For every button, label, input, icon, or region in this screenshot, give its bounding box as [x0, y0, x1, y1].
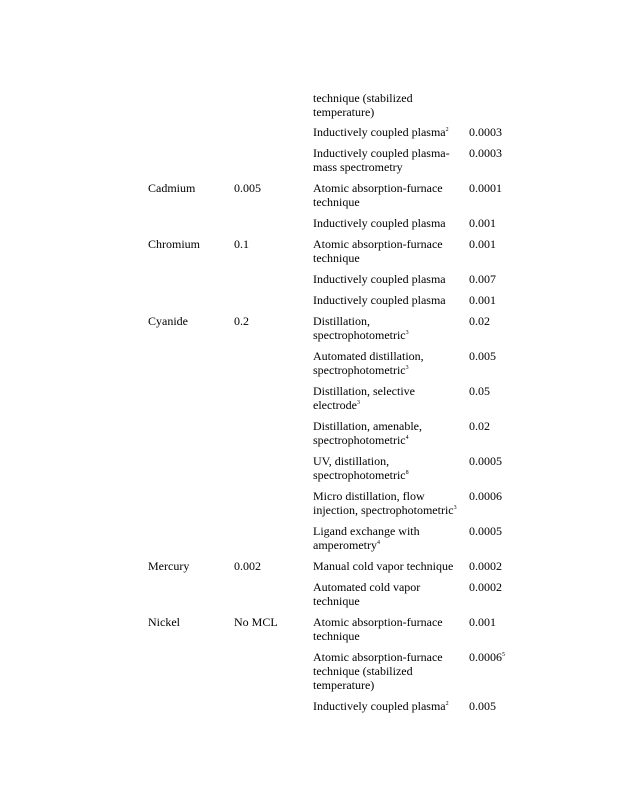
- mdl-value: 0.0003: [469, 146, 502, 160]
- method-text: Micro distillation, flow injection, spectrophotometric: [313, 489, 454, 517]
- mdl-cell: [469, 580, 519, 594]
- mcl-cell: [234, 146, 313, 160]
- method-text: Distillation, selective electrode: [313, 384, 415, 412]
- method-cell: [313, 650, 469, 692]
- method-cell: [313, 615, 469, 643]
- mdl-value: 0.0001: [469, 181, 502, 195]
- method-text: Inductively coupled plasma: [313, 293, 446, 307]
- method-text: Inductively coupled plasma: [313, 125, 446, 139]
- method-cell: [313, 454, 423, 482]
- mdl-cell: [469, 699, 519, 713]
- analyte-cell: [148, 454, 234, 468]
- analyte-cell: [148, 293, 234, 307]
- mdl-cell: [469, 125, 519, 139]
- mdl-cell: [469, 272, 519, 286]
- analyte-cell: [148, 91, 234, 105]
- mcl-cell: [234, 650, 313, 664]
- mcl-cell: [234, 125, 313, 139]
- analyte-cell: [148, 699, 234, 713]
- mdl-value: 0.0002: [469, 580, 502, 594]
- mdl-value: 0.001: [469, 237, 496, 251]
- method-text: Inductively coupled plasma: [313, 216, 446, 230]
- analyte-cell: [148, 419, 234, 433]
- mcl-cell: [234, 699, 313, 713]
- mcl-cell: 0.002: [234, 559, 261, 573]
- table-row: [148, 524, 528, 552]
- method-cell: [313, 314, 428, 342]
- mdl-value: 0.0002: [469, 559, 502, 573]
- table-row: [148, 125, 528, 139]
- mdl-cell: [469, 559, 519, 573]
- analytical-methods-table: [148, 91, 528, 720]
- footnote-ref: 5: [502, 652, 505, 658]
- mdl-cell: [469, 314, 519, 328]
- table-row: [148, 699, 528, 713]
- mcl-cell: 0.005: [234, 181, 261, 195]
- mdl-cell: [469, 615, 519, 629]
- table-row: [148, 314, 528, 342]
- mcl-cell: [234, 489, 313, 503]
- table-row: [148, 419, 528, 447]
- mdl-cell: [469, 489, 519, 503]
- mdl-cell: [469, 237, 519, 251]
- method-text: UV, distillation, spectrophotometric: [313, 454, 406, 482]
- table-row: [148, 293, 528, 307]
- mdl-value: 0.0003: [469, 125, 502, 139]
- mdl-value: 0.007: [469, 272, 496, 286]
- method-text: Inductively coupled plasma: [313, 272, 446, 286]
- mcl-cell: [234, 91, 313, 105]
- mdl-cell: [469, 454, 519, 468]
- footnote-ref: 8: [405, 470, 409, 476]
- mdl-cell: [469, 419, 519, 433]
- method-cell: [313, 580, 433, 608]
- analyte-cell: Nickel: [148, 615, 180, 629]
- mdl-value: 0.05: [469, 384, 490, 398]
- method-cell: [313, 489, 469, 517]
- table-row: [148, 146, 528, 174]
- table-row: [148, 181, 528, 209]
- mdl-cell: [469, 349, 519, 363]
- table-row: [148, 650, 528, 692]
- analyte-cell: Mercury: [148, 559, 190, 573]
- analyte-cell: [148, 125, 234, 139]
- mcl-cell: No MCL: [234, 615, 278, 629]
- footnote-ref: 3: [405, 330, 409, 336]
- mcl-cell: [234, 349, 313, 363]
- method-cell: [313, 272, 469, 286]
- method-cell: [313, 384, 428, 412]
- mdl-cell: [469, 650, 519, 664]
- mcl-cell: 0.1: [234, 237, 249, 251]
- table-row: [148, 454, 528, 482]
- analyte-cell: [148, 272, 234, 286]
- mcl-cell: [234, 384, 313, 398]
- method-text: Manual cold vapor technique: [313, 559, 454, 573]
- analyte-cell: [148, 489, 234, 503]
- mdl-cell: [469, 181, 519, 195]
- method-cell: [313, 125, 469, 139]
- footnote-ref: 4: [405, 435, 409, 441]
- method-cell: [313, 293, 469, 307]
- analyte-cell: Chromium: [148, 237, 201, 251]
- mdl-cell: [469, 146, 519, 160]
- table-row: [148, 237, 528, 265]
- mcl-cell: [234, 419, 313, 433]
- analyte-cell: [148, 146, 234, 160]
- table-row: [148, 91, 528, 119]
- mcl-cell: [234, 454, 313, 468]
- table-row: [148, 384, 528, 412]
- method-text: Automated cold vapor technique: [313, 580, 421, 608]
- method-text: technique (stabilized temperature): [313, 91, 413, 119]
- mdl-value: 0.001: [469, 615, 496, 629]
- method-text: Distillation, amenable, spectrophotometric: [313, 419, 422, 447]
- mdl-value: 0.005: [469, 349, 496, 363]
- method-text: Inductively coupled plasma: [313, 699, 446, 713]
- method-text: Distillation, spectrophotometric: [313, 314, 406, 342]
- method-text: Ligand exchange with amperometry: [313, 524, 420, 552]
- table-row: [148, 272, 528, 286]
- footnote-ref: 4: [376, 540, 380, 546]
- method-cell: [313, 524, 428, 552]
- mdl-value: 0.0006: [469, 650, 502, 664]
- method-text: Atomic absorption-furnace technique: [313, 181, 443, 209]
- footnote-ref: 2: [445, 701, 449, 707]
- mcl-cell: [234, 293, 313, 307]
- method-cell: [313, 181, 469, 209]
- mdl-value: 0.02: [469, 419, 490, 433]
- mdl-value: 0.001: [469, 216, 496, 230]
- method-cell: [313, 349, 443, 377]
- footnote-ref: 3: [356, 400, 360, 406]
- footnote-ref: 3: [405, 365, 409, 371]
- table-row: [148, 489, 528, 517]
- mcl-cell: [234, 272, 313, 286]
- method-text: Inductively coupled plasma-mass spectrometry: [313, 146, 450, 174]
- method-cell: [313, 146, 453, 174]
- method-cell: [313, 216, 469, 230]
- method-cell: [313, 419, 443, 447]
- analyte-cell: [148, 349, 234, 363]
- mdl-value: 0.005: [469, 699, 496, 713]
- table-row: [148, 615, 528, 643]
- method-cell: [313, 559, 469, 573]
- mdl-value: 0.0005: [469, 454, 502, 468]
- table-row: [148, 216, 528, 230]
- mdl-value: 0.001: [469, 293, 496, 307]
- mdl-cell: [469, 524, 519, 538]
- analyte-cell: [148, 216, 234, 230]
- mdl-value: 0.0006: [469, 489, 502, 503]
- mdl-value: 0.02: [469, 314, 490, 328]
- mcl-cell: [234, 524, 313, 538]
- table-row: [148, 559, 528, 573]
- method-text: Automated distillation, spectrophotometric: [313, 349, 424, 377]
- mdl-value: 0.0005: [469, 524, 502, 538]
- method-text: Atomic absorption-furnace technique: [313, 237, 443, 265]
- method-text: Atomic absorption-furnace technique (stabilized temperature): [313, 650, 443, 692]
- footnote-ref: 2: [445, 127, 449, 133]
- analyte-cell: Cadmium: [148, 181, 196, 195]
- mdl-cell: [443, 91, 493, 105]
- footnote-ref: 3: [453, 505, 457, 511]
- method-cell: [313, 699, 469, 713]
- analyte-cell: Cyanide: [148, 314, 188, 328]
- mcl-cell: 0.2: [234, 314, 249, 328]
- mcl-cell: [234, 580, 313, 594]
- method-cell: [313, 91, 443, 119]
- method-text: Atomic absorption-furnace technique: [313, 615, 443, 643]
- mdl-cell: [469, 216, 519, 230]
- method-cell: [313, 237, 469, 265]
- mdl-cell: [469, 384, 519, 398]
- analyte-cell: [148, 524, 234, 538]
- analyte-cell: [148, 580, 234, 594]
- mcl-cell: [234, 216, 313, 230]
- table-row: [148, 580, 528, 608]
- table-row: [148, 349, 528, 377]
- analyte-cell: [148, 384, 234, 398]
- analyte-cell: [148, 650, 234, 664]
- mdl-cell: [469, 293, 519, 307]
